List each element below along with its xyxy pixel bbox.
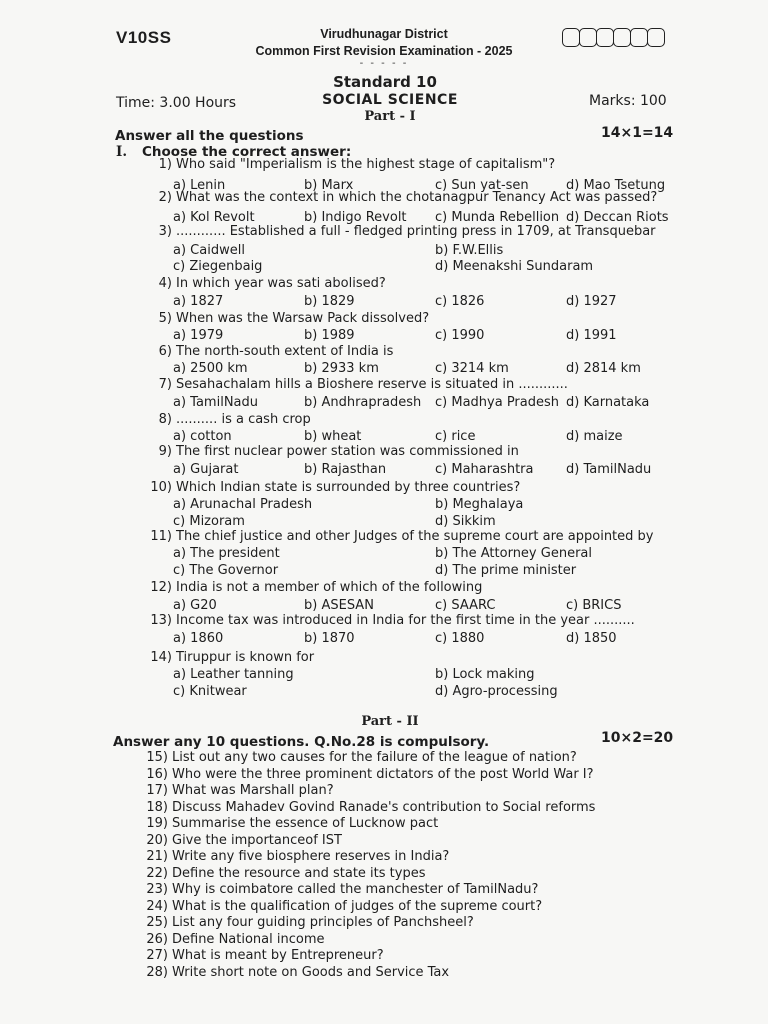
answer-option: d) Meenakshi Sundaram [435, 259, 594, 274]
district-name: Virudhunagar District [320, 27, 448, 41]
question-text: What is the qualification of judges of the supreme court? [172, 898, 543, 914]
question-number: 27) [146, 948, 168, 963]
question-text: The north-south extent of India is [176, 344, 394, 359]
part2-title: Part - II [361, 714, 419, 729]
question-text: Define National income [172, 931, 325, 947]
subject-label: SOCIAL SCIENCE [322, 92, 458, 108]
answer-option: b) Lock making [435, 667, 535, 682]
register-box [579, 28, 597, 47]
question-number: 8) [158, 412, 172, 427]
answer-option: a) 1860 [173, 631, 224, 646]
question-number: 11) [150, 529, 172, 544]
question-item [142, 932, 324, 947]
answer-option: b) Andhrapradesh [304, 395, 422, 410]
question-number: 7) [158, 377, 172, 392]
question-item [142, 882, 538, 897]
question-item [146, 224, 656, 239]
exam-title: Common First Revision Examination - 2025 [255, 44, 513, 58]
answer-option: d) Deccan Riots [566, 210, 669, 225]
question-text: Income tax was introduced in India for the first time in the year .......... [176, 613, 635, 628]
answer-option: d) Mao Tsetung [566, 178, 666, 193]
question-number: 21) [146, 849, 168, 864]
question-number: 2) [158, 190, 172, 205]
question-number: 24) [146, 898, 168, 914]
question-text: What is meant by Entrepreneur? [172, 948, 384, 963]
answer-option: b) 1829 [304, 294, 355, 309]
register-number-boxes [562, 28, 664, 47]
question-item [146, 650, 314, 665]
question-item [146, 276, 386, 291]
question-text: Write any five biosphere reserves in India? [172, 849, 450, 864]
question-text: Give the importanceof IST [172, 832, 342, 848]
answer-option: a) Lenin [173, 178, 226, 193]
register-box [647, 28, 665, 47]
question-text: List out any two causes for the failure of the league of nation? [172, 750, 577, 765]
question-item [142, 915, 474, 930]
question-number: 10) [150, 480, 172, 495]
answer-option: a) Leather tanning [173, 667, 294, 682]
register-box [613, 28, 631, 47]
question-number: 14) [150, 650, 172, 665]
question-item [142, 899, 542, 914]
answer-option: c) 3214 km [435, 361, 509, 376]
answer-option: a) Kol Revolt [173, 210, 255, 225]
answer-option: b) 1870 [304, 631, 355, 646]
question-text: Which Indian state is surrounded by three countries? [176, 480, 521, 495]
question-item [146, 344, 393, 359]
title-divider: - - - - - [359, 58, 409, 69]
question-text: List any four guiding principles of Panchsheel? [172, 915, 474, 930]
question-item [146, 311, 429, 326]
register-box [596, 28, 614, 47]
answer-option: c) The Governor [173, 563, 279, 578]
answer-option: d) 1991 [566, 328, 617, 343]
question-item [146, 444, 519, 459]
question-number: 17) [146, 783, 168, 798]
question-number: 28) [146, 964, 168, 980]
answer-option: c) Knitwear [173, 684, 247, 699]
question-text: India is not a member of which of the following [176, 580, 483, 595]
answer-option: b) wheat [304, 429, 362, 444]
question-number: 3) [158, 224, 172, 239]
question-text: ............ Established a full - fledged printing press in 1709, at Transquebar [176, 224, 656, 239]
answer-option: c) 1990 [435, 328, 485, 343]
question-number: 13) [150, 613, 172, 628]
question-text: Who said "Imperialism is the highest stage of capitalism"? [176, 157, 556, 172]
question-item [146, 190, 657, 205]
answer-option: a) G20 [173, 598, 217, 613]
answer-option: c) SAARC [435, 598, 496, 613]
question-text: In which year was sati abolised? [176, 276, 386, 291]
answer-option: d) The prime minister [435, 563, 577, 578]
answer-option: c) Mizoram [173, 514, 245, 529]
question-number: 16) [146, 766, 168, 782]
question-number: 5) [158, 311, 172, 326]
question-item [146, 480, 520, 495]
total-marks: Marks: 100 [589, 93, 667, 109]
answer-option: b) 1989 [304, 328, 355, 343]
answer-option: c) 1880 [435, 631, 485, 646]
part1-score: 14×1=14 [601, 125, 674, 141]
paper-code: V10SS [116, 28, 172, 47]
answer-option: a) Arunachal Pradesh [173, 497, 313, 512]
answer-option: a) TamilNadu [173, 395, 258, 410]
answer-option: c) Munda Rebellion [435, 210, 560, 225]
question-text: The chief justice and other Judges of the supreme court are appointed by [176, 529, 654, 544]
question-item [142, 800, 595, 815]
answer-option: d) Agro-processing [435, 684, 558, 699]
question-text: Summarise the essence of Lucknow pact [172, 816, 439, 831]
question-item [142, 866, 425, 881]
question-item [142, 833, 342, 848]
question-item [142, 767, 594, 782]
question-number: 12) [150, 580, 172, 595]
question-text: What was Marshall plan? [172, 783, 334, 798]
answer-option: c) rice [435, 429, 476, 444]
answer-option: b) Rajasthan [304, 462, 387, 477]
answer-option: b) 2933 km [304, 361, 379, 376]
answer-option: a) Gujarat [173, 462, 239, 477]
answer-option: a) 2500 km [173, 361, 248, 376]
question-text: Define the resource and state its types [172, 865, 426, 881]
standard-label: Standard 10 [333, 73, 437, 91]
answer-option: c) Sun yat-sen [435, 178, 529, 193]
question-item [146, 412, 311, 427]
part1-title: Part - I [364, 109, 416, 124]
answer-option: d) Sikkim [435, 514, 496, 529]
question-item [142, 965, 449, 980]
question-text: The first nuclear power station was commissioned in [176, 444, 519, 459]
question-item [142, 948, 384, 963]
answer-option: b) Meghalaya [435, 497, 524, 512]
register-box [630, 28, 648, 47]
section-number: I. [116, 144, 128, 160]
question-number: 6) [158, 344, 172, 359]
answer-option: a) cotton [173, 429, 232, 444]
answer-option: d) TamilNadu [566, 462, 652, 477]
question-text: When was the Warsaw Pack dissolved? [176, 311, 430, 326]
question-text: Discuss Mahadev Govind Ranade's contribution to Social reforms [172, 799, 596, 815]
answer-option: a) 1979 [173, 328, 224, 343]
answer-option: c) Maharashtra [435, 462, 534, 477]
answer-option: b) F.W.Ellis [435, 243, 504, 258]
answer-option: a) The president [173, 546, 280, 561]
question-item [146, 529, 653, 544]
question-number: 20) [146, 832, 168, 848]
section-title: Choose the correct answer: [142, 144, 352, 160]
answer-option: c) 1826 [435, 294, 485, 309]
part2-instruction: Answer any 10 questions. Q.No.28 is compulsory. [113, 734, 490, 750]
question-item [142, 750, 577, 765]
answer-option: d) maize [566, 429, 623, 444]
question-item [146, 157, 555, 172]
question-number: 15) [146, 750, 168, 765]
answer-option: a) 1827 [173, 294, 224, 309]
answer-option: c) BRICS [566, 598, 622, 613]
answer-option: b) Marx [304, 178, 354, 193]
time-allowed: Time: 3.00 Hours [116, 95, 237, 111]
question-text: What was the context in which the chotanagpur Tenancy Act was passed? [176, 190, 658, 205]
question-text: Sesahachalam hills a Bioshere reserve is situated in ............ [176, 377, 568, 392]
question-item [142, 816, 438, 831]
question-item [146, 613, 635, 628]
answer-option: c) Madhya Pradesh [435, 395, 560, 410]
question-number: 23) [146, 882, 168, 897]
question-number: 4) [158, 276, 172, 291]
question-number: 9) [158, 444, 172, 459]
question-text: Why is coimbatore called the manchester of TamilNadu? [172, 882, 539, 897]
question-item [142, 783, 334, 798]
answer-option: b) Indigo Revolt [304, 210, 407, 225]
register-box [562, 28, 580, 47]
question-item [146, 580, 482, 595]
question-text: Who were the three prominent dictators of the post World War I? [172, 766, 594, 782]
part2-score: 10×2=20 [601, 730, 674, 746]
answer-option: d) 1927 [566, 294, 617, 309]
answer-option: d) Karnataka [566, 395, 650, 410]
question-number: 22) [146, 865, 168, 881]
question-item [146, 377, 568, 392]
question-item [142, 849, 449, 864]
answer-option: d) 2814 km [566, 361, 641, 376]
answer-option: d) 1850 [566, 631, 617, 646]
part1-instruction: Answer all the questions [115, 128, 304, 144]
question-number: 1) [158, 157, 172, 172]
question-number: 19) [146, 816, 168, 831]
answer-option: c) Ziegenbaig [173, 259, 263, 274]
question-number: 18) [146, 799, 168, 815]
question-number: 25) [146, 915, 168, 930]
question-text: Write short note on Goods and Service Tax [172, 964, 450, 980]
question-text: .......... is a cash crop [176, 412, 311, 427]
answer-option: b) The Attorney General [435, 546, 592, 561]
question-text: Tiruppur is known for [176, 650, 315, 665]
question-number: 26) [146, 931, 168, 947]
answer-option: a) Caidwell [173, 243, 245, 258]
answer-option: b) ASESAN [304, 598, 374, 613]
